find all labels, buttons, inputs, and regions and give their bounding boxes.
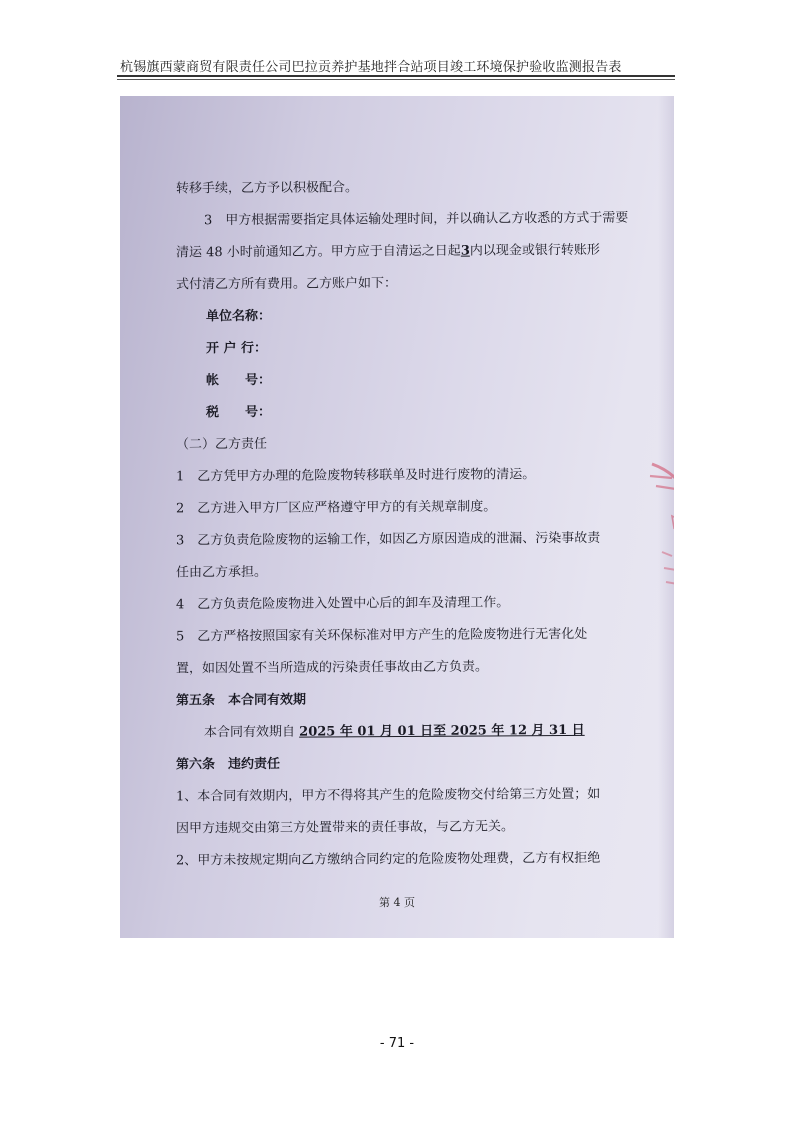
account-field-account: 帐 号：: [206, 372, 272, 389]
text-line: 1、本合同有效期内，甲方不得将其产生的危险废物交付给第三方处置；如: [176, 786, 601, 805]
text-line: 因甲方违规交由第三方处置带来的责任事故，与乙方无关。: [176, 819, 515, 837]
text-line: [176, 715, 626, 750]
text-line: 转移手续，乙方予以积极配合。: [176, 180, 359, 197]
red-seal-stamp: [642, 456, 674, 606]
scanned-page-note: 第 4 页: [379, 896, 415, 909]
text-segment: 本合同有效期自: [204, 724, 296, 741]
text-line: 置，如因处置不当所造成的污染责任事故由乙方负责。: [176, 659, 489, 677]
account-field-company: 单位名称：: [206, 308, 272, 325]
validity-period: 2025 年 01 月 01 日至 2025 年 12 月 31 日: [299, 722, 585, 740]
text-segment: 清运 48 小时前通知乙方。甲方应于自清运之日起: [176, 243, 461, 261]
text-line: 任由乙方承担。: [176, 564, 268, 581]
days-value: 3: [460, 243, 470, 259]
scanned-contract-photo: [120, 96, 674, 938]
header-rule-thick: [117, 75, 675, 77]
contract-text: [176, 171, 629, 878]
text-line: [176, 235, 626, 270]
text-line: 4 乙方负责危险废物进入处置中心后的卸车及清理工作。: [176, 595, 510, 613]
account-field-bank: 开 户 行：: [206, 340, 268, 357]
text-line: 5 乙方严格按照国家有关环保标准对甲方产生的危险废物进行无害化处: [176, 626, 588, 645]
text-line: 3 甲方根据需要指定具体运输处理时间，并以确认乙方收悉的方式于需要: [204, 210, 629, 229]
text-line: 3 乙方负责危险废物的运输工作，如因乙方原因造成的泄漏、污染事故责: [176, 530, 601, 549]
section-heading: （二）乙方责任: [176, 436, 268, 453]
header-rule-thin: [117, 79, 675, 80]
text-line: 式付清乙方所有费用。乙方账户如下：: [176, 276, 398, 293]
text-line: 1 乙方凭甲方办理的危险废物转移联单及时进行废物的清运。: [176, 467, 536, 485]
text-line: 2、甲方未按规定期向乙方缴纳合同约定的危险废物处理费，乙方有权拒绝: [176, 850, 601, 869]
text-line: 2 乙方进入甲方厂区应严格遵守甲方的有关规章制度。: [176, 499, 497, 517]
article-heading: 第六条 违约责任: [176, 756, 281, 773]
page-number: - 71 -: [379, 1036, 415, 1051]
text-segment: 内以现金或银行转账形: [469, 242, 600, 259]
article-heading: 第五条 本合同有效期: [176, 692, 307, 709]
report-header-title: 杭锡旗西蒙商贸有限责任公司巴拉贡养护基地拌合站项目竣工环境保护验收监测报告表: [120, 60, 622, 75]
account-field-tax: 税 号：: [206, 404, 272, 421]
